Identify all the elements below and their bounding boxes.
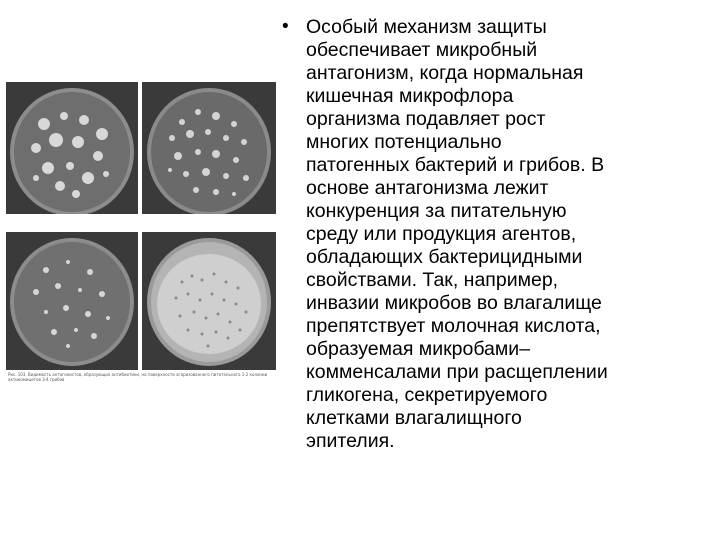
petri-dish-figure	[4, 82, 274, 400]
petri-dish-photo-1	[6, 82, 138, 220]
figure-caption: Рис. 103. Видимость антагонистов, образующих антибиотики, на поверхности агаризованного питательного 1-2 колонии актиномицетов 3-4 грибов	[8, 372, 268, 382]
petri-dish-photo-2	[142, 82, 276, 220]
bullet-paragraph: Особый механизм защиты обеспечивает микробный антагонизм, когда нормальная кишечная микрофлора организма подавляет рост многих потенциально патогенных бактерий и грибов. В основе антагонизма лежит конкуренция за питательную среду или продукция агентов, обладающих бактерицидными свойствами. Так, например, инвазии микробов во влагалище препятствует молочная кислота, образуемая микробами– комменсалами при расщеплении гликогена, секретируемого клетками влагалищного эпителия.	[306, 16, 608, 452]
slide-text-block	[276, 16, 716, 453]
petri-dish-photo-4	[142, 232, 276, 370]
bullet-dot-icon: •	[282, 16, 289, 37]
petri-dish-photo-3	[6, 232, 138, 370]
bullet-item	[276, 16, 716, 453]
